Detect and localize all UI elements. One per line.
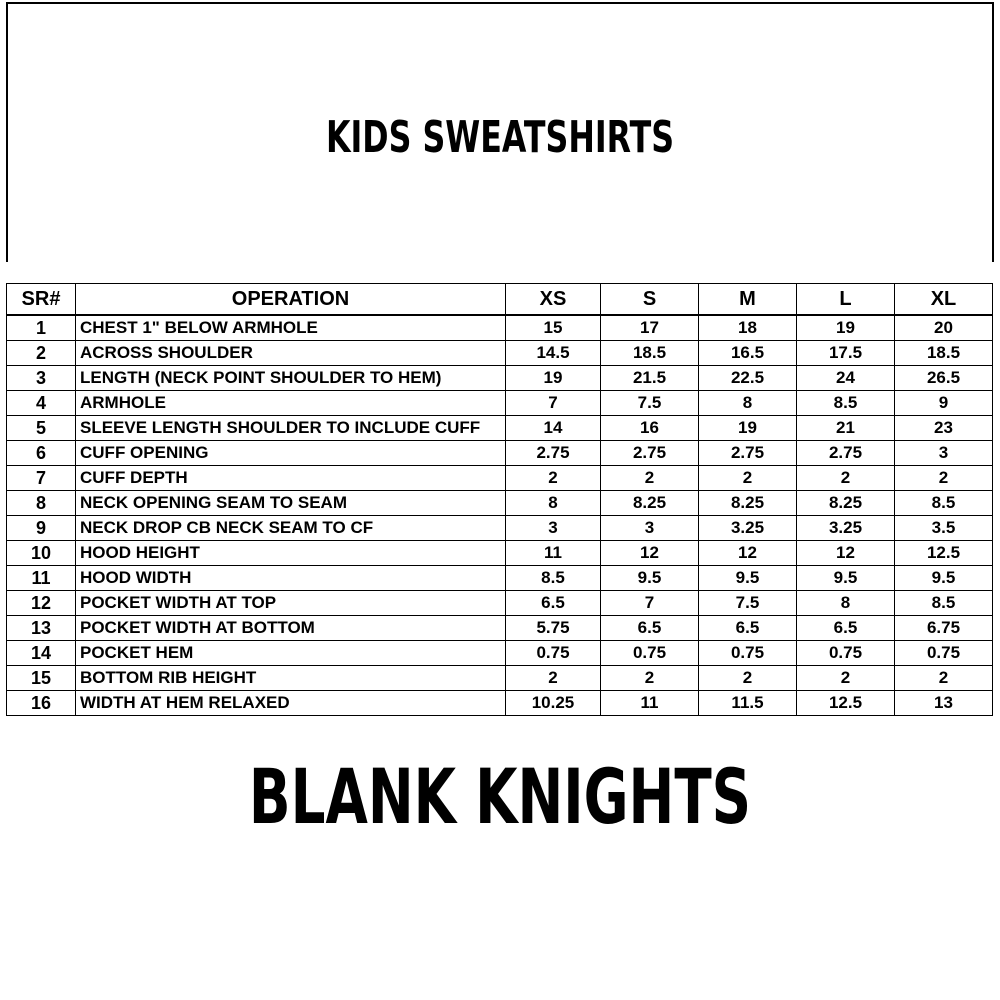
operation-cell: SLEEVE LENGTH SHOULDER TO INCLUDE CUFF xyxy=(76,416,506,441)
xs-cell: 14.5 xyxy=(506,341,601,366)
sr-cell: 3 xyxy=(7,366,76,391)
sr-cell: 5 xyxy=(7,416,76,441)
table-row xyxy=(7,566,993,591)
s-cell: 0.75 xyxy=(601,641,699,666)
l-cell: 2 xyxy=(797,666,895,691)
s-cell: 18.5 xyxy=(601,341,699,366)
operation-cell: CUFF DEPTH xyxy=(76,466,506,491)
xl-cell: 9.5 xyxy=(895,566,993,591)
operation-cell: POCKET HEM xyxy=(76,641,506,666)
s-cell: 7 xyxy=(601,591,699,616)
sr-cell: 6 xyxy=(7,441,76,466)
table-row xyxy=(7,491,993,516)
sr-cell: 9 xyxy=(7,516,76,541)
operation-cell: CUFF OPENING xyxy=(76,441,506,466)
m-cell: 8.25 xyxy=(699,491,797,516)
s-cell: 12 xyxy=(601,541,699,566)
header-size-l: L xyxy=(797,284,895,316)
operation-cell: POCKET WIDTH AT TOP xyxy=(76,591,506,616)
xs-cell: 0.75 xyxy=(506,641,601,666)
title-box xyxy=(6,2,994,262)
operation-cell: NECK DROP CB NECK SEAM TO CF xyxy=(76,516,506,541)
table-row xyxy=(7,516,993,541)
s-cell: 2.75 xyxy=(601,441,699,466)
sr-cell: 4 xyxy=(7,391,76,416)
operation-cell: WIDTH AT HEM RELAXED xyxy=(76,691,506,716)
table-row xyxy=(7,541,993,566)
xl-cell: 13 xyxy=(895,691,993,716)
m-cell: 7.5 xyxy=(699,591,797,616)
header-operation: OPERATION xyxy=(76,284,506,316)
sr-cell: 14 xyxy=(7,641,76,666)
header-sr: SR# xyxy=(7,284,76,316)
l-cell: 24 xyxy=(797,366,895,391)
table-header-row xyxy=(7,284,993,316)
header-size-xs: XS xyxy=(506,284,601,316)
xs-cell: 14 xyxy=(506,416,601,441)
xl-cell: 8.5 xyxy=(895,591,993,616)
l-cell: 9.5 xyxy=(797,566,895,591)
sr-cell: 15 xyxy=(7,666,76,691)
table-row xyxy=(7,315,993,341)
operation-cell: ARMHOLE xyxy=(76,391,506,416)
operation-cell: LENGTH (NECK POINT SHOULDER TO HEM) xyxy=(76,366,506,391)
sr-cell: 11 xyxy=(7,566,76,591)
table-body xyxy=(7,315,993,716)
sr-cell: 8 xyxy=(7,491,76,516)
xs-cell: 15 xyxy=(506,315,601,341)
m-cell: 12 xyxy=(699,541,797,566)
sr-cell: 13 xyxy=(7,616,76,641)
table-row xyxy=(7,416,993,441)
l-cell: 12.5 xyxy=(797,691,895,716)
xl-cell: 3 xyxy=(895,441,993,466)
size-chart-table xyxy=(6,283,993,716)
xs-cell: 10.25 xyxy=(506,691,601,716)
xl-cell: 18.5 xyxy=(895,341,993,366)
xs-cell: 8 xyxy=(506,491,601,516)
m-cell: 6.5 xyxy=(699,616,797,641)
m-cell: 22.5 xyxy=(699,366,797,391)
xs-cell: 19 xyxy=(506,366,601,391)
xs-cell: 7 xyxy=(506,391,601,416)
m-cell: 16.5 xyxy=(699,341,797,366)
m-cell: 2 xyxy=(699,466,797,491)
l-cell: 2 xyxy=(797,466,895,491)
operation-cell: CHEST 1" BELOW ARMHOLE xyxy=(76,315,506,341)
table-row xyxy=(7,466,993,491)
table-row xyxy=(7,616,993,641)
l-cell: 0.75 xyxy=(797,641,895,666)
operation-cell: NECK OPENING SEAM TO SEAM xyxy=(76,491,506,516)
s-cell: 8.25 xyxy=(601,491,699,516)
l-cell: 12 xyxy=(797,541,895,566)
s-cell: 7.5 xyxy=(601,391,699,416)
l-cell: 17.5 xyxy=(797,341,895,366)
s-cell: 2 xyxy=(601,466,699,491)
l-cell: 8.5 xyxy=(797,391,895,416)
m-cell: 3.25 xyxy=(699,516,797,541)
s-cell: 17 xyxy=(601,315,699,341)
s-cell: 16 xyxy=(601,416,699,441)
s-cell: 3 xyxy=(601,516,699,541)
sr-cell: 1 xyxy=(7,315,76,341)
s-cell: 11 xyxy=(601,691,699,716)
operation-cell: HOOD HEIGHT xyxy=(76,541,506,566)
xs-cell: 11 xyxy=(506,541,601,566)
m-cell: 0.75 xyxy=(699,641,797,666)
xl-cell: 2 xyxy=(895,466,993,491)
operation-cell: BOTTOM RIB HEIGHT xyxy=(76,666,506,691)
xl-cell: 23 xyxy=(895,416,993,441)
operation-cell: HOOD WIDTH xyxy=(76,566,506,591)
table-row xyxy=(7,391,993,416)
table-row xyxy=(7,341,993,366)
xl-cell: 2 xyxy=(895,666,993,691)
xl-cell: 0.75 xyxy=(895,641,993,666)
table-row xyxy=(7,366,993,391)
header-size-s: S xyxy=(601,284,699,316)
operation-cell: ACROSS SHOULDER xyxy=(76,341,506,366)
xs-cell: 2 xyxy=(506,466,601,491)
sr-cell: 12 xyxy=(7,591,76,616)
l-cell: 3.25 xyxy=(797,516,895,541)
m-cell: 9.5 xyxy=(699,566,797,591)
page-title: KIDS SWEATSHIRTS xyxy=(325,112,675,163)
l-cell: 19 xyxy=(797,315,895,341)
brand-name: BLANK KNIGHTS xyxy=(248,752,752,841)
m-cell: 18 xyxy=(699,315,797,341)
m-cell: 2 xyxy=(699,666,797,691)
s-cell: 6.5 xyxy=(601,616,699,641)
table-row xyxy=(7,591,993,616)
xl-cell: 12.5 xyxy=(895,541,993,566)
xl-cell: 20 xyxy=(895,315,993,341)
operation-cell: POCKET WIDTH AT BOTTOM xyxy=(76,616,506,641)
s-cell: 2 xyxy=(601,666,699,691)
sr-cell: 7 xyxy=(7,466,76,491)
m-cell: 19 xyxy=(699,416,797,441)
s-cell: 21.5 xyxy=(601,366,699,391)
l-cell: 21 xyxy=(797,416,895,441)
m-cell: 11.5 xyxy=(699,691,797,716)
xs-cell: 5.75 xyxy=(506,616,601,641)
l-cell: 8.25 xyxy=(797,491,895,516)
header-size-xl: XL xyxy=(895,284,993,316)
table-row xyxy=(7,441,993,466)
xs-cell: 8.5 xyxy=(506,566,601,591)
xl-cell: 3.5 xyxy=(895,516,993,541)
s-cell: 9.5 xyxy=(601,566,699,591)
xs-cell: 2 xyxy=(506,666,601,691)
table-row xyxy=(7,691,993,716)
table-row xyxy=(7,641,993,666)
xs-cell: 2.75 xyxy=(506,441,601,466)
xs-cell: 6.5 xyxy=(506,591,601,616)
xs-cell: 3 xyxy=(506,516,601,541)
xl-cell: 8.5 xyxy=(895,491,993,516)
header-size-m: M xyxy=(699,284,797,316)
sr-cell: 16 xyxy=(7,691,76,716)
l-cell: 8 xyxy=(797,591,895,616)
xl-cell: 26.5 xyxy=(895,366,993,391)
m-cell: 2.75 xyxy=(699,441,797,466)
l-cell: 2.75 xyxy=(797,441,895,466)
xl-cell: 9 xyxy=(895,391,993,416)
xl-cell: 6.75 xyxy=(895,616,993,641)
sr-cell: 2 xyxy=(7,341,76,366)
l-cell: 6.5 xyxy=(797,616,895,641)
table-row xyxy=(7,666,993,691)
m-cell: 8 xyxy=(699,391,797,416)
sr-cell: 10 xyxy=(7,541,76,566)
